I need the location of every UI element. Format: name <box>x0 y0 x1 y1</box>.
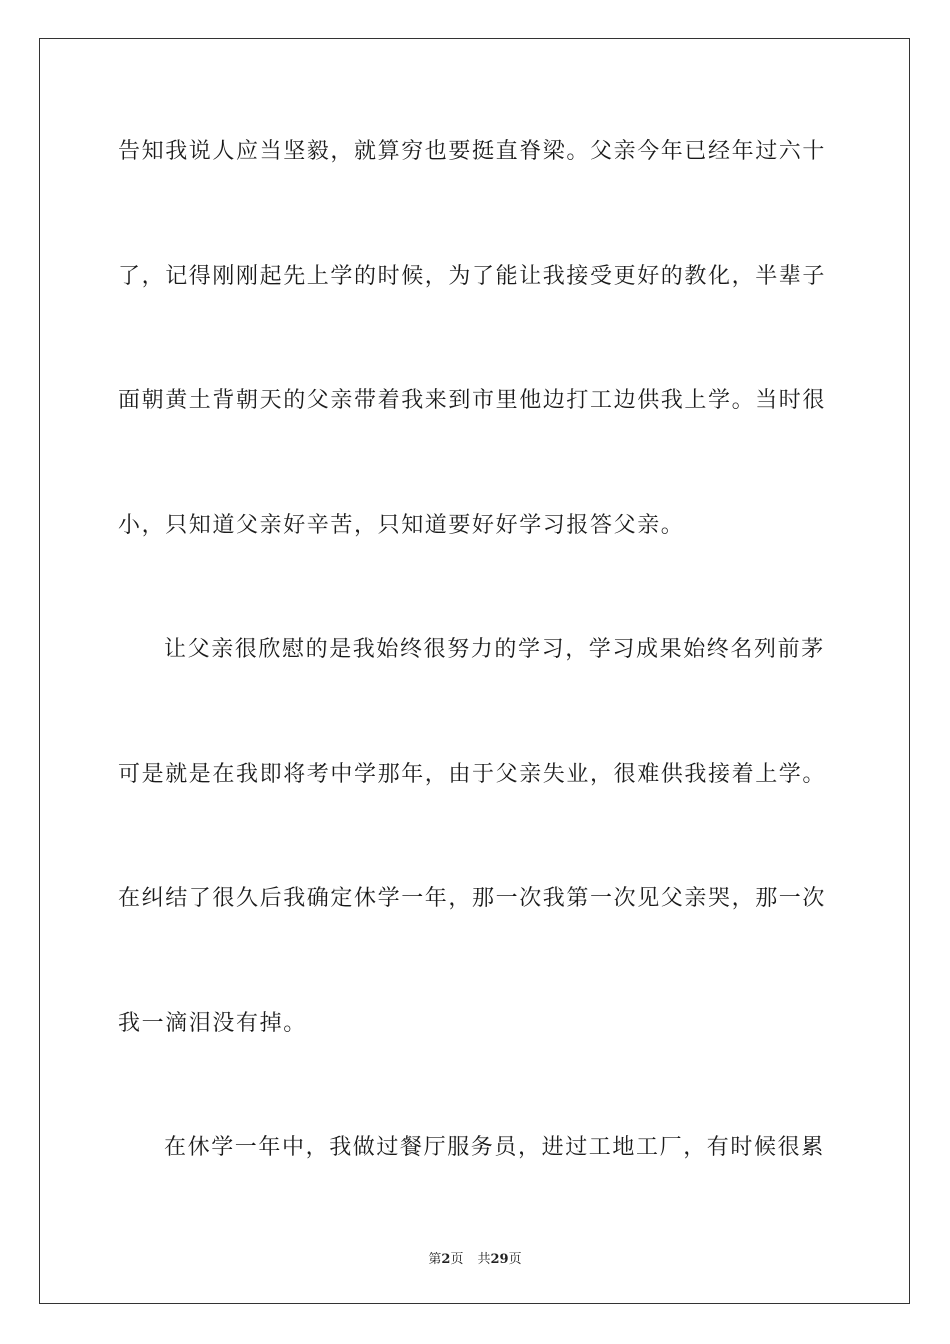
body-text-line: 我一滴泪没有掉。 <box>118 1011 307 1036</box>
page-suffix: 页 <box>450 1252 464 1267</box>
total-pages: 29 <box>490 1252 509 1267</box>
total-prefix: 共 <box>477 1252 491 1267</box>
body-text-line: 可是就是在我即将考中学那年，由于父亲失业，很难供我接着上学。 <box>118 762 827 787</box>
total-suffix: 页 <box>508 1252 522 1267</box>
page-footer <box>0 1248 950 1267</box>
page-number: 2 <box>441 1252 451 1267</box>
body-text-line: 告知我说人应当坚毅，就算穷也要挺直脊梁。父亲今年已经年过六十 <box>118 139 827 164</box>
page-border <box>39 38 910 1304</box>
body-text-line: 小，只知道父亲好辛苦，只知道要好好学习报答父亲。 <box>118 513 685 538</box>
page-prefix: 第 <box>428 1252 442 1267</box>
body-text-line: 了，记得刚刚起先上学的时候，为了能让我接受更好的教化，半辈子 <box>118 264 827 289</box>
body-text-line: 面朝黄土背朝天的父亲带着我来到市里他边打工边供我上学。当时很 <box>118 388 827 413</box>
body-text-line: 在纠结了很久后我确定休学一年，那一次我第一次见父亲哭，那一次 <box>118 886 827 911</box>
paragraph-first-line: 让父亲很欣慰的是我始终很努力的学习，学习成果始终名列前茅 <box>164 637 825 662</box>
paragraph-first-line: 在休学一年中，我做过餐厅服务员，进过工地工厂，有时候很累 <box>164 1135 825 1160</box>
